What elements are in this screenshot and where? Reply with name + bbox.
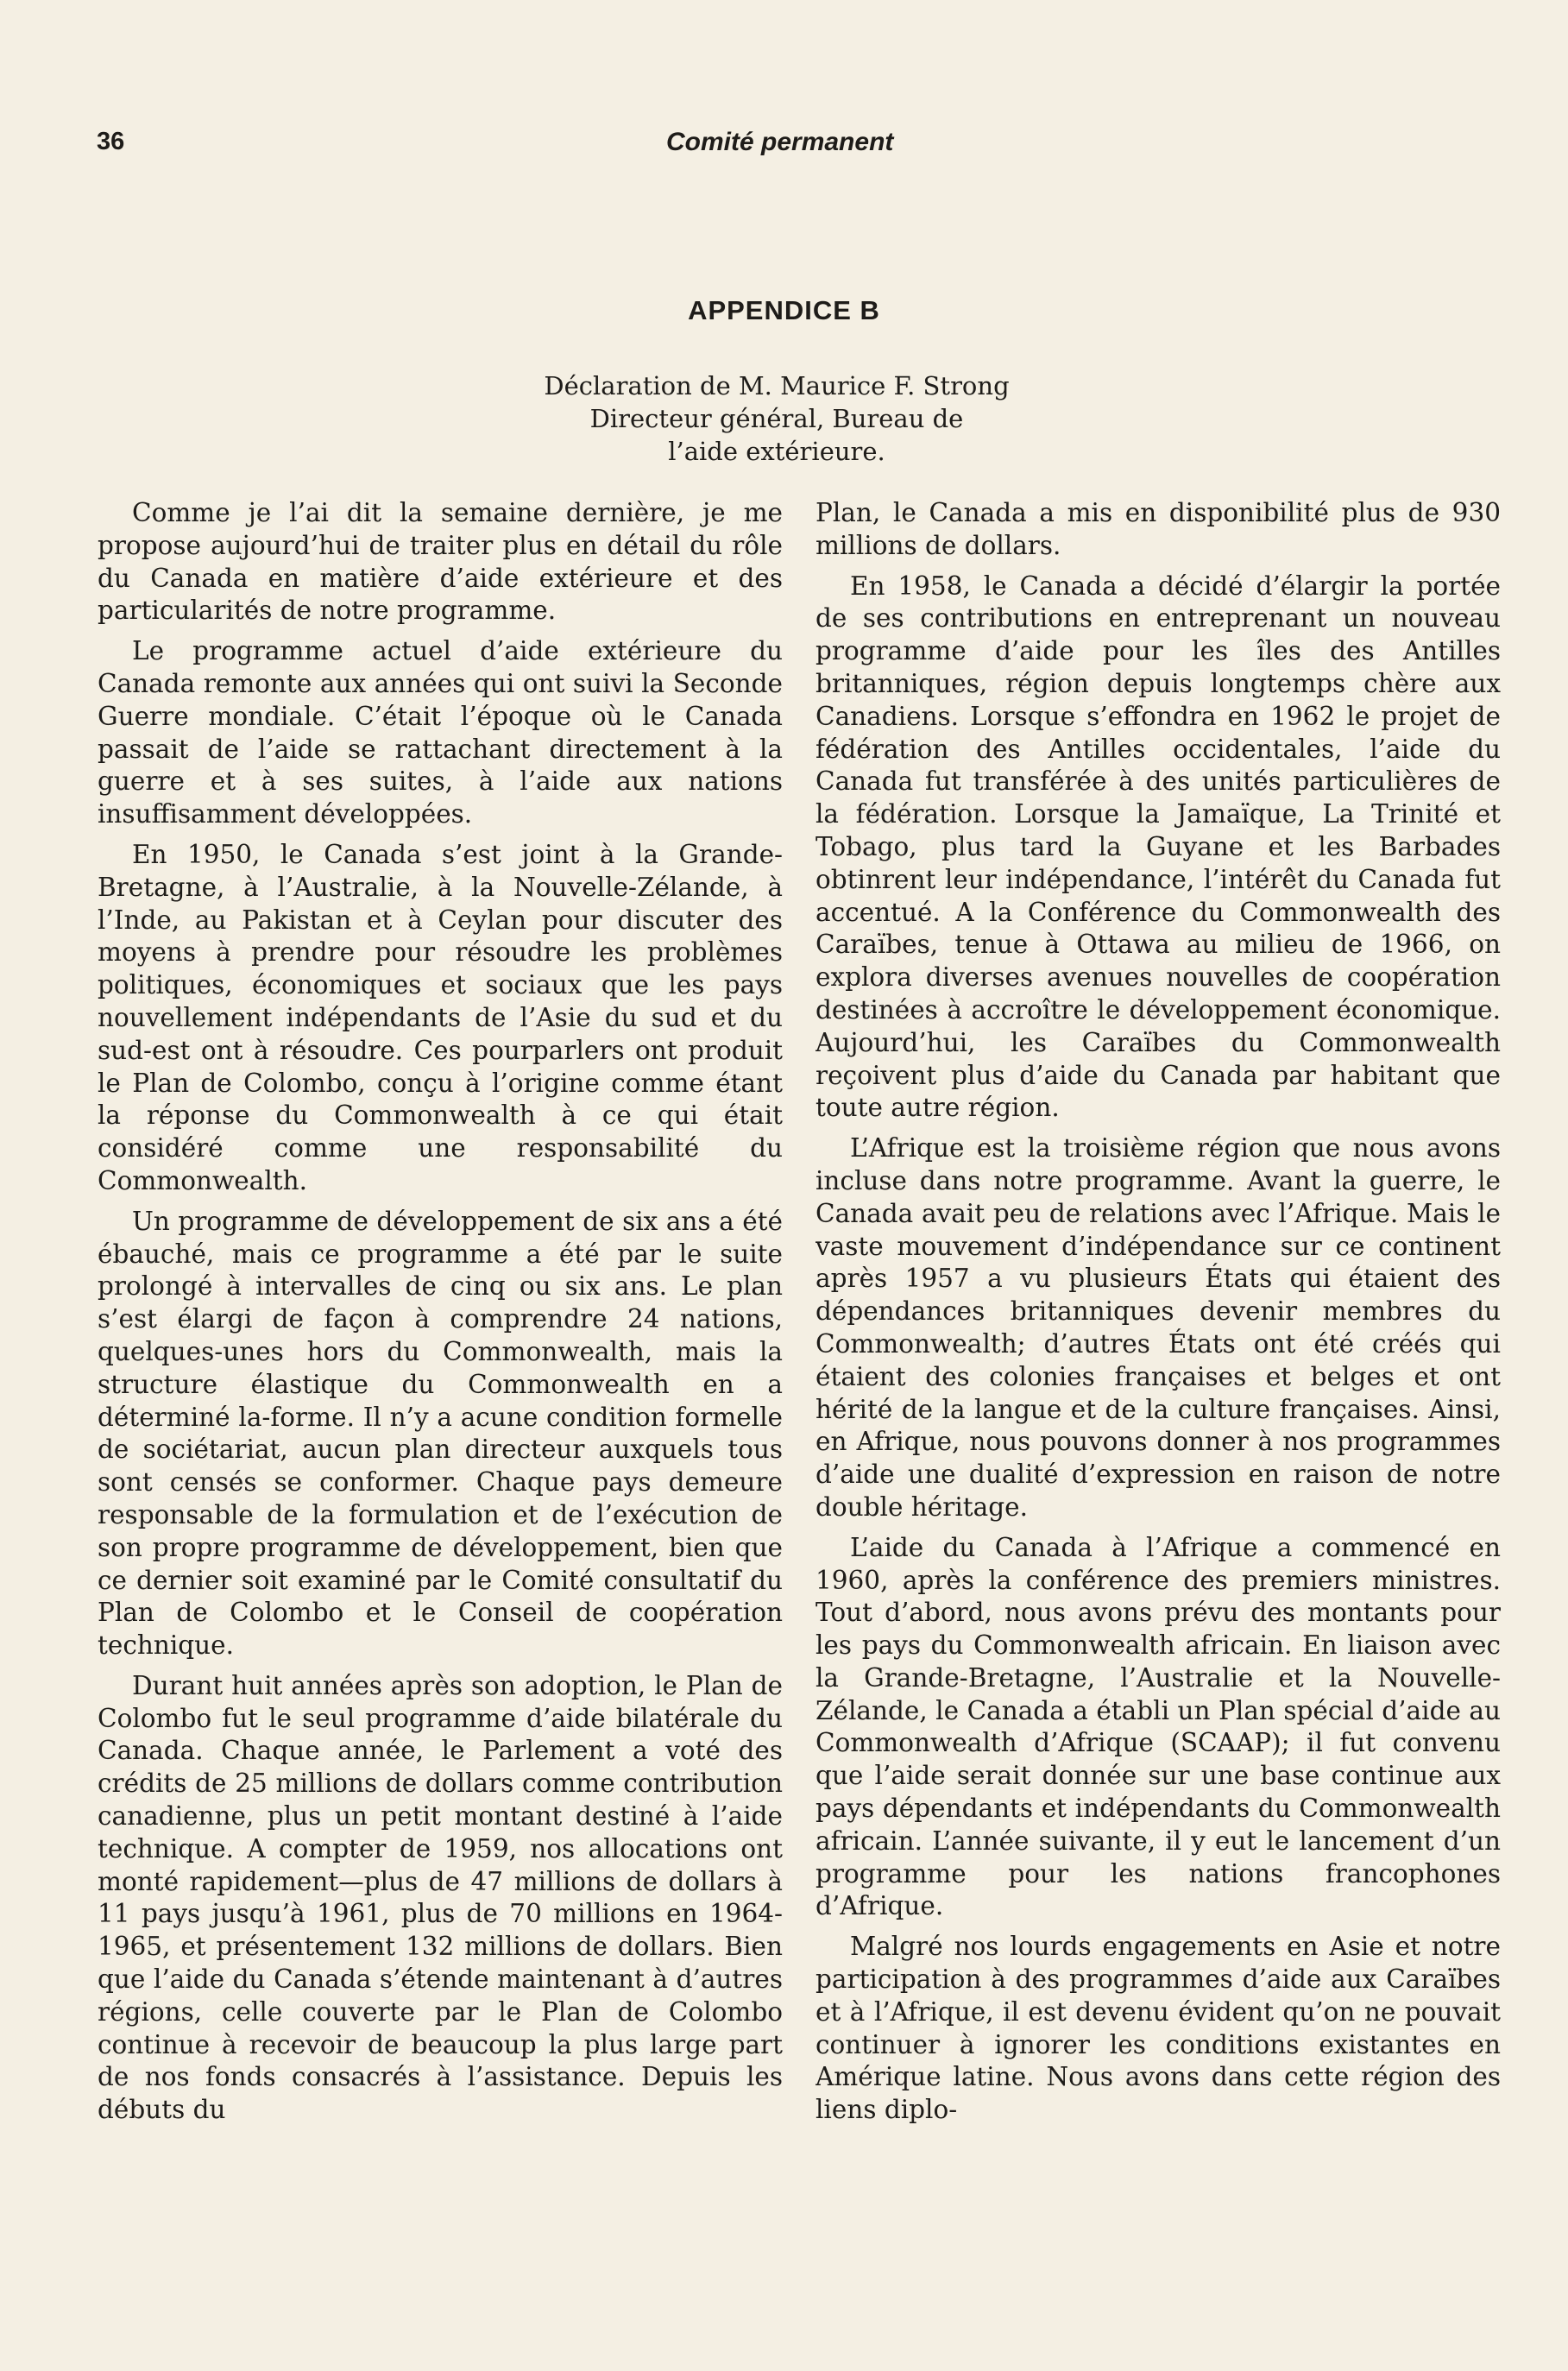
paragraph: En 1950, le Canada s’est joint à la Grande-Bretagne, à l’Australie, à la Nouvelle-Zélande, à l’Inde, au Pakistan et à Ceylan pour discuter des moyens à prendre pour résoudre les problèmes politiques, économiques et sociaux que les pays nouvellement indépendants de l’Asie du sud et du sud-est ont à résoudre. Ces pourparlers ont produit le Plan de Colombo, conçu à l’origine comme étant la réponse du Commonwealth à ce qui était considéré comme une responsabilité du Commonwealth. bbox=[98, 839, 783, 1195]
appendix-title: APPENDICE B bbox=[688, 295, 880, 325]
paragraph: L’aide du Canada à l’Afrique a commencé en 1960, après la conférence des premiers ministres. Tout d’abord, nous avons prévu des montants pour les pays du Commonwealth africain. En liaison avec la Grande-Bretagne, l’Australie et la Nouvelle-Zélande, le Canada a établi un Plan spécial d’aide au Commonwealth d’Afrique (SCAAP); il fut convenu que l’aide serait donnée sur une base continue aux pays dépendants et indépendants du Commonwealth africain. L’année suivante, il y eut le lancement d’un programme pour les nations francophones d’Afrique. bbox=[815, 1532, 1501, 1921]
page-header bbox=[97, 128, 1503, 166]
page-number: 36 bbox=[97, 128, 125, 155]
declaration-line: Déclaration de M. Maurice F. Strong bbox=[544, 371, 1010, 400]
paragraph: Le programme actuel d’aide extérieure du Canada remonte aux années qui ont suivi la Seconde Guerre mondiale. C’était l’époque où le Canada passait de l’aide se rattachant directement à la guerre et à ses suites, à l’aide aux nations insuffisamment développées. bbox=[98, 636, 783, 829]
declaration-line: l’aide extérieure. bbox=[668, 437, 885, 466]
paragraph: En 1958, le Canada a décidé d’élargir la portée de ses contributions en entreprenant un nouveau programme d’aide pour les îles des Antilles britanniques, région depuis longtemps chère aux Canadiens. Lorsque s’effondra en 1962 le projet de fédération des Antilles occidentales, l’aide du Canada fut transférée à des unités particulières de la fédération. Lorsque la Jamaïque, La Trinité et Tobago, plus tard la Guyane et les Barbades obtinrent leur indépendance, l’intérêt du Canada fut accentué. A la Conférence du Commonwealth des Caraïbes, tenue à Ottawa au milieu de 1966, on explora diverses avenues nouvelles de coopération destinées à accroître le développement économique. Aujourd’hui, les Caraïbes du Commonwealth reçoivent plus d’aide du Canada par habitant que toute autre région. bbox=[815, 571, 1501, 1123]
paragraph: Malgré nos lourds engagements en Asie et notre participation à des programmes d’aide aux Caraïbes et à l’Afrique, il est devenu évident qu’on ne pouvait continuer à ignorer les conditions existantes en Amérique latine. Nous avons dans cette région des liens diplo- bbox=[815, 1932, 1501, 2125]
paragraph: L’Afrique est la troisième région que nous avons incluse dans notre programme. Avant la guerre, le Canada avait peu de relations avec l’Afrique. Mais le vaste mouvement d’indépendance sur ce continent après 1957 a vu plusieurs États qui étaient des dépendances britanniques devenir membres du Commonwealth; d’autres États ont été créés qui étaient des colonies françaises et belges et ont hérité de la langue et de la culture françaises. Ainsi, en Afrique, nous pouvons donner à nos programmes d’aide une dualité d’expression en raison de notre double héritage. bbox=[815, 1133, 1501, 1522]
running-title: Comité permanent bbox=[666, 128, 894, 156]
paragraph: Un programme de développement de six ans a été ébauché, mais ce programme a été par le suite prolongé à intervalles de cinq ou six ans. Le plan s’est élargi de façon à comprendre 24 nations, quelques-unes hors du Commonwealth, mais la structure élastique du Commonwealth en a déterminé la-forme. Il n’y a acune condition formelle de sociétariat, aucun plan directeur auxquels tous sont censés se conformer. Chaque pays demeure responsable de la formulation et de l’exécution de son propre programme de développement, bien que ce dernier soit examiné par le Comité consultatif du Plan de Colombo et le Conseil de coopération technique. bbox=[98, 1206, 783, 1661]
paragraph: Comme je l’ai dit la semaine dernière, je me propose aujourd’hui de traiter plus en détail du rôle du Canada en matière d’aide extérieure et des particularités de notre programme. bbox=[98, 498, 783, 626]
declaration-line: Directeur général, Bureau de bbox=[589, 404, 964, 433]
left-column bbox=[98, 497, 783, 2258]
right-column bbox=[815, 497, 1501, 2258]
declaration-block bbox=[475, 369, 1079, 468]
paragraph-continued: Plan, le Canada a mis en disponibilité plus de 930 millions de dollars. bbox=[815, 498, 1501, 560]
paragraph: Durant huit années après son adoption, le Plan de Colombo fut le seul programme d’aide bilatérale du Canada. Chaque année, le Parlement a voté des crédits de 25 millions de dollars comme contribution canadienne, plus un petit montant destiné à l’aide technique. A compter de 1959, nos allocations ont monté rapidement—plus de 47 millions de dollars à 11 pays jusqu’à 1961, plus de 70 millions en 1964-1965, et présentement 132 millions de dollars. Bien que l’aide du Canada s’étende maintenant à d’autres régions, celle couverte par le Plan de Colombo continue à recevoir de beaucoup la plus large part de nos fonds consacrés à l’assistance. Depuis les débuts du bbox=[98, 1670, 783, 2125]
